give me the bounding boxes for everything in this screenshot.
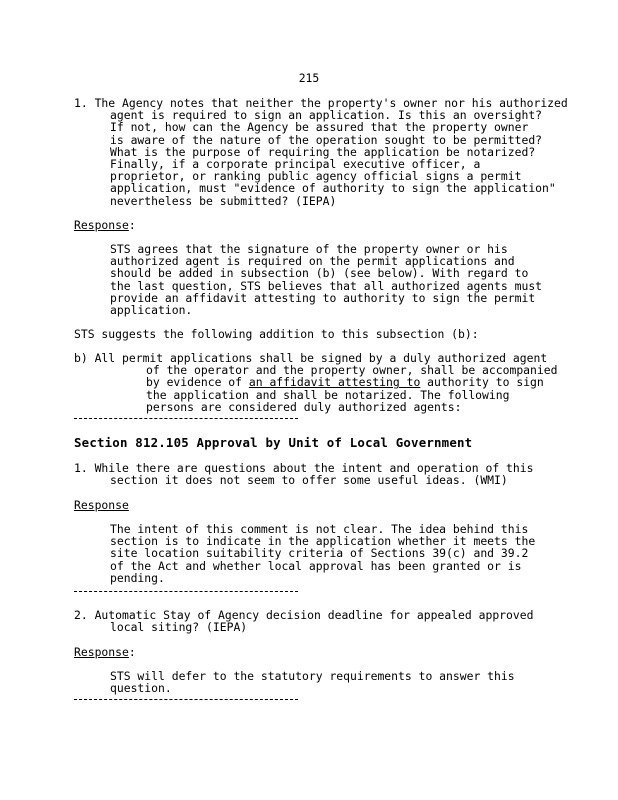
subsection-b-text xyxy=(74,351,558,414)
response-line: authorized agent is required on the permit applications and xyxy=(110,254,515,269)
comment-line: local siting? (IEPA) xyxy=(110,620,248,635)
subsection-line: the application and shall be notarized. The following xyxy=(146,387,510,402)
response-label: Response xyxy=(74,645,129,659)
comment-line: proprietor, or ranking public agency official signs a permit xyxy=(110,169,522,184)
suggestion-line: STS suggests the following addition to this subsection (b): xyxy=(74,327,479,341)
comment-line: 1. The Agency notes that neither the property's owner nor his authorized xyxy=(74,96,568,110)
underlined-insertion: an affidavit attesting to xyxy=(248,375,421,390)
subsection-line: of the operator and the property owner, shall be accompanied xyxy=(146,363,558,378)
comment-3-iepa xyxy=(74,609,554,633)
comment-line: agent is required to sign an application. Is this an oversight? xyxy=(110,108,543,123)
comment-line: 2. Automatic Stay of Agency decision deadline for appealed approved xyxy=(74,608,534,622)
comment-line: If not, how can the Agency be assured that the property owner xyxy=(110,120,529,135)
response-line: STS agrees that the signature of the property owner or his xyxy=(110,242,508,256)
subsection-line: b) All permit applications shall be signed by a duly authorized agent xyxy=(74,351,548,365)
response-line: of the Act and whether local approval has been granted or is xyxy=(110,558,522,573)
response-line: The intent of this comment is not clear. The idea behind this xyxy=(110,522,529,536)
comment-1-iepa xyxy=(74,96,568,208)
response-line: question. xyxy=(110,681,172,696)
comment-line: 1. While there are questions about the intent and operation of this xyxy=(74,461,534,475)
response-line: pending. xyxy=(110,570,165,585)
separator-rule xyxy=(74,591,298,592)
page-number: 215 xyxy=(298,71,320,85)
comment-line: Finally, if a corporate principal executive officer, a xyxy=(110,156,481,171)
suggestion-intro xyxy=(74,328,554,340)
response-2-text xyxy=(74,523,554,584)
separator-rule xyxy=(74,699,298,700)
response-line: provide an affidavit attesting to authority to sign the permit xyxy=(110,290,536,305)
section-heading: Section 812.105 Approval by Unit of Local Government xyxy=(74,435,473,450)
response-heading xyxy=(74,646,554,658)
response-line: section is to indicate in the application whether it meets the xyxy=(110,534,536,549)
response-line: site location suitability criteria of Sections 39(c) and 39.2 xyxy=(110,546,529,561)
response-line: application. xyxy=(110,302,193,317)
comment-line: is aware of the nature of the operation sought to be permitted? xyxy=(110,132,543,147)
response-1-text xyxy=(74,243,554,316)
response-line: the last question, STS believes that all authorized agents must xyxy=(110,278,543,293)
comment-line: What is the purpose of requiring the application be notarized? xyxy=(110,144,536,159)
response-heading xyxy=(74,499,554,511)
subsection-line: by evidence of an affidavit attesting to authority to sign xyxy=(146,375,544,390)
response-colon: : xyxy=(128,645,136,659)
comment-2-wmi xyxy=(74,462,554,486)
comment-line: application, must "evidence of authority to sign the application" xyxy=(110,181,556,196)
response-line: should be added in subsection (b) (see below). With regard to xyxy=(110,266,529,281)
comment-line: section it does not seem to offer some useful ideas. (WMI) xyxy=(110,473,508,488)
response-label: Response xyxy=(74,218,129,232)
response-heading xyxy=(74,219,554,231)
comment-line: nevertheless be submitted? (IEPA) xyxy=(110,193,337,208)
response-line: STS will defer to the statutory requirements to answer this xyxy=(110,669,515,683)
response-label: Response xyxy=(74,498,129,512)
response-colon: : xyxy=(128,218,136,232)
response-3-text xyxy=(74,670,554,694)
subsection-line: persons are considered duly authorized agents: xyxy=(146,399,462,414)
separator-rule xyxy=(74,418,298,419)
